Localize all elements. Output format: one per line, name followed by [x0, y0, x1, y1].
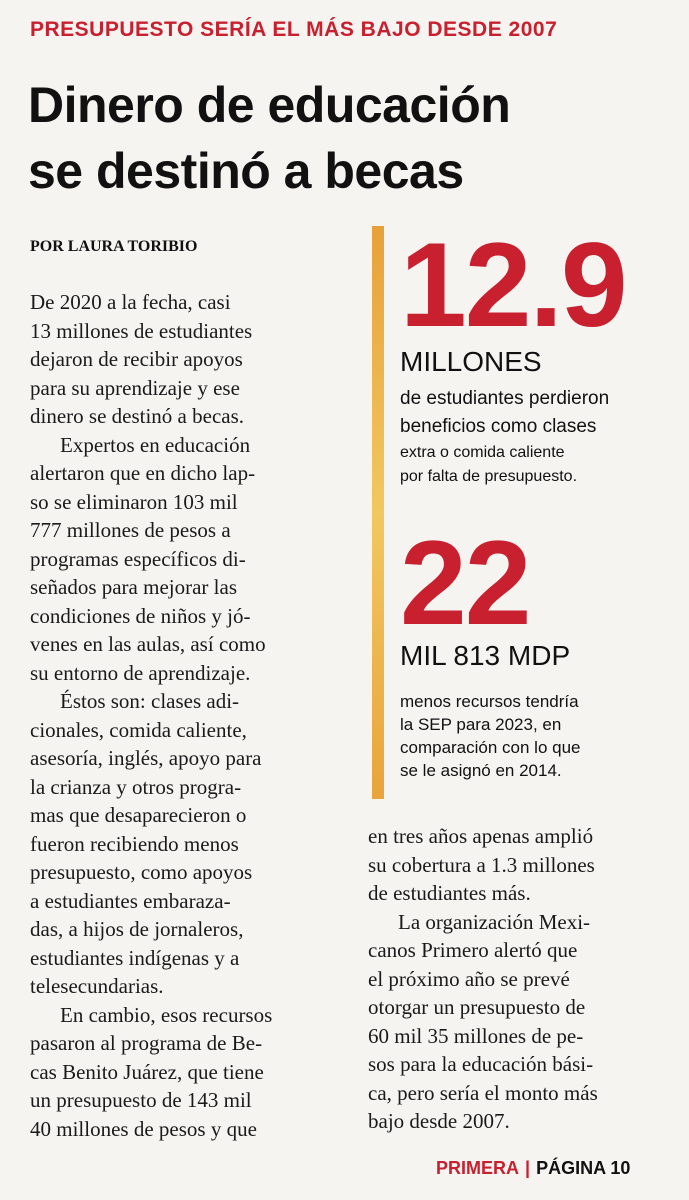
text-line: 60 mil 35 millones de pe-: [368, 1023, 584, 1048]
stat-number-1: 12.9: [400, 218, 626, 352]
text-line: fueron recibiendo menos: [30, 831, 239, 856]
text-line: mas que desaparecieron o: [30, 803, 247, 827]
text-line: se le asignó en 2014.: [400, 761, 562, 780]
text-line: el próximo año se prevé: [368, 966, 570, 991]
text-line: otorgar un presupuesto de: [368, 995, 586, 1019]
footer-section: PRIMERA: [436, 1158, 520, 1178]
text-line: comparación con lo que: [400, 738, 581, 757]
stat-description-2: [400, 690, 581, 782]
text-line: en tres años apenas amplió: [368, 824, 594, 848]
text-line: asesoría, inglés, apoyo para: [30, 746, 262, 770]
stat-unit-1: MILLONES: [400, 346, 542, 377]
text-line: canos Primero alertó que: [368, 938, 578, 962]
text-line: la crianza y otros progra-: [30, 774, 242, 799]
footer-separator: |: [525, 1158, 531, 1178]
text-line: sos para la educación bási-: [368, 1052, 594, 1076]
text-line: De 2020 a la fecha, casi: [30, 290, 231, 314]
page-footer: [436, 1158, 630, 1179]
text-line: bajo desde 2007.: [368, 1109, 510, 1133]
text-line: condiciones de niños y jó-: [30, 603, 251, 628]
text-line: pasaron al programa de Be-: [30, 1031, 263, 1055]
text-line: 40 millones de pesos y que: [30, 1116, 257, 1141]
text-line: 13 millones de estudiantes: [30, 318, 253, 343]
byline: POR LAURA TORIBIO: [30, 238, 198, 255]
text-line: cionales, comida caliente,: [30, 717, 247, 742]
stat-unit-2: MIL 813 MDP: [400, 640, 571, 671]
text-line: dejaron de recibir apoyos: [30, 347, 243, 371]
text-line: En cambio, esos recursos: [60, 1002, 273, 1027]
text-line: programas específicos di-: [30, 546, 246, 571]
text-line: La organización Mexi-: [398, 909, 591, 934]
text-line: Expertos en educación: [60, 432, 251, 457]
text-line: beneficios como clases: [400, 416, 597, 437]
text-line: de estudiantes perdieron: [400, 388, 610, 409]
headline-line-1: Dinero de educación: [28, 77, 511, 133]
accent-bar: [372, 226, 384, 799]
text-line: dinero se destinó a becas.: [30, 404, 245, 428]
text-line: de estudiantes más.: [368, 881, 531, 905]
kicker: PRESUPUESTO SERÍA EL MÁS BAJO DESDE 2007: [30, 18, 558, 41]
text-line: das, a hijos de jornaleros,: [30, 917, 244, 941]
stat-number-2: 22: [400, 516, 530, 650]
text-line: presupuesto, como apoyos: [30, 860, 253, 884]
body-column-right: [368, 822, 673, 1136]
body-column-left: [30, 288, 360, 1143]
text-line: para su aprendizaje y ese: [30, 375, 240, 400]
text-line: extra o comida caliente: [400, 444, 565, 461]
text-line: estudiantes indígenas y a: [30, 945, 240, 970]
text-line: su cobertura a 1.3 millones: [368, 852, 595, 877]
footer-page-number: PÁGINA 10: [536, 1158, 631, 1178]
headline-line-2: se destinó a becas: [28, 143, 464, 199]
text-line: 777 millones de pesos a: [30, 518, 231, 542]
text-line: venes en las aulas, así como: [30, 632, 266, 656]
text-line: un presupuesto de 143 mil: [30, 1088, 252, 1112]
text-line: por falta de presupuesto.: [400, 468, 578, 485]
text-line: alertaron que en dicho lap-: [30, 461, 256, 485]
text-line: su entorno de aprendizaje.: [30, 660, 251, 685]
text-line: so se eliminaron 103 mil: [30, 489, 238, 514]
stat-description-1: [400, 385, 609, 489]
text-line: ca, pero sería el monto más: [368, 1080, 598, 1105]
text-line: señados para mejorar las: [30, 575, 237, 599]
text-line: cas Benito Juárez, que tiene: [30, 1059, 264, 1084]
headline: [28, 72, 510, 204]
text-line: Éstos son: clases adi-: [60, 689, 240, 713]
text-line: la SEP para 2023, en: [400, 715, 562, 734]
text-line: a estudiantes embaraza-: [30, 888, 231, 913]
text-line: menos recursos tendría: [400, 692, 579, 711]
text-line: telesecundarias.: [30, 974, 164, 998]
